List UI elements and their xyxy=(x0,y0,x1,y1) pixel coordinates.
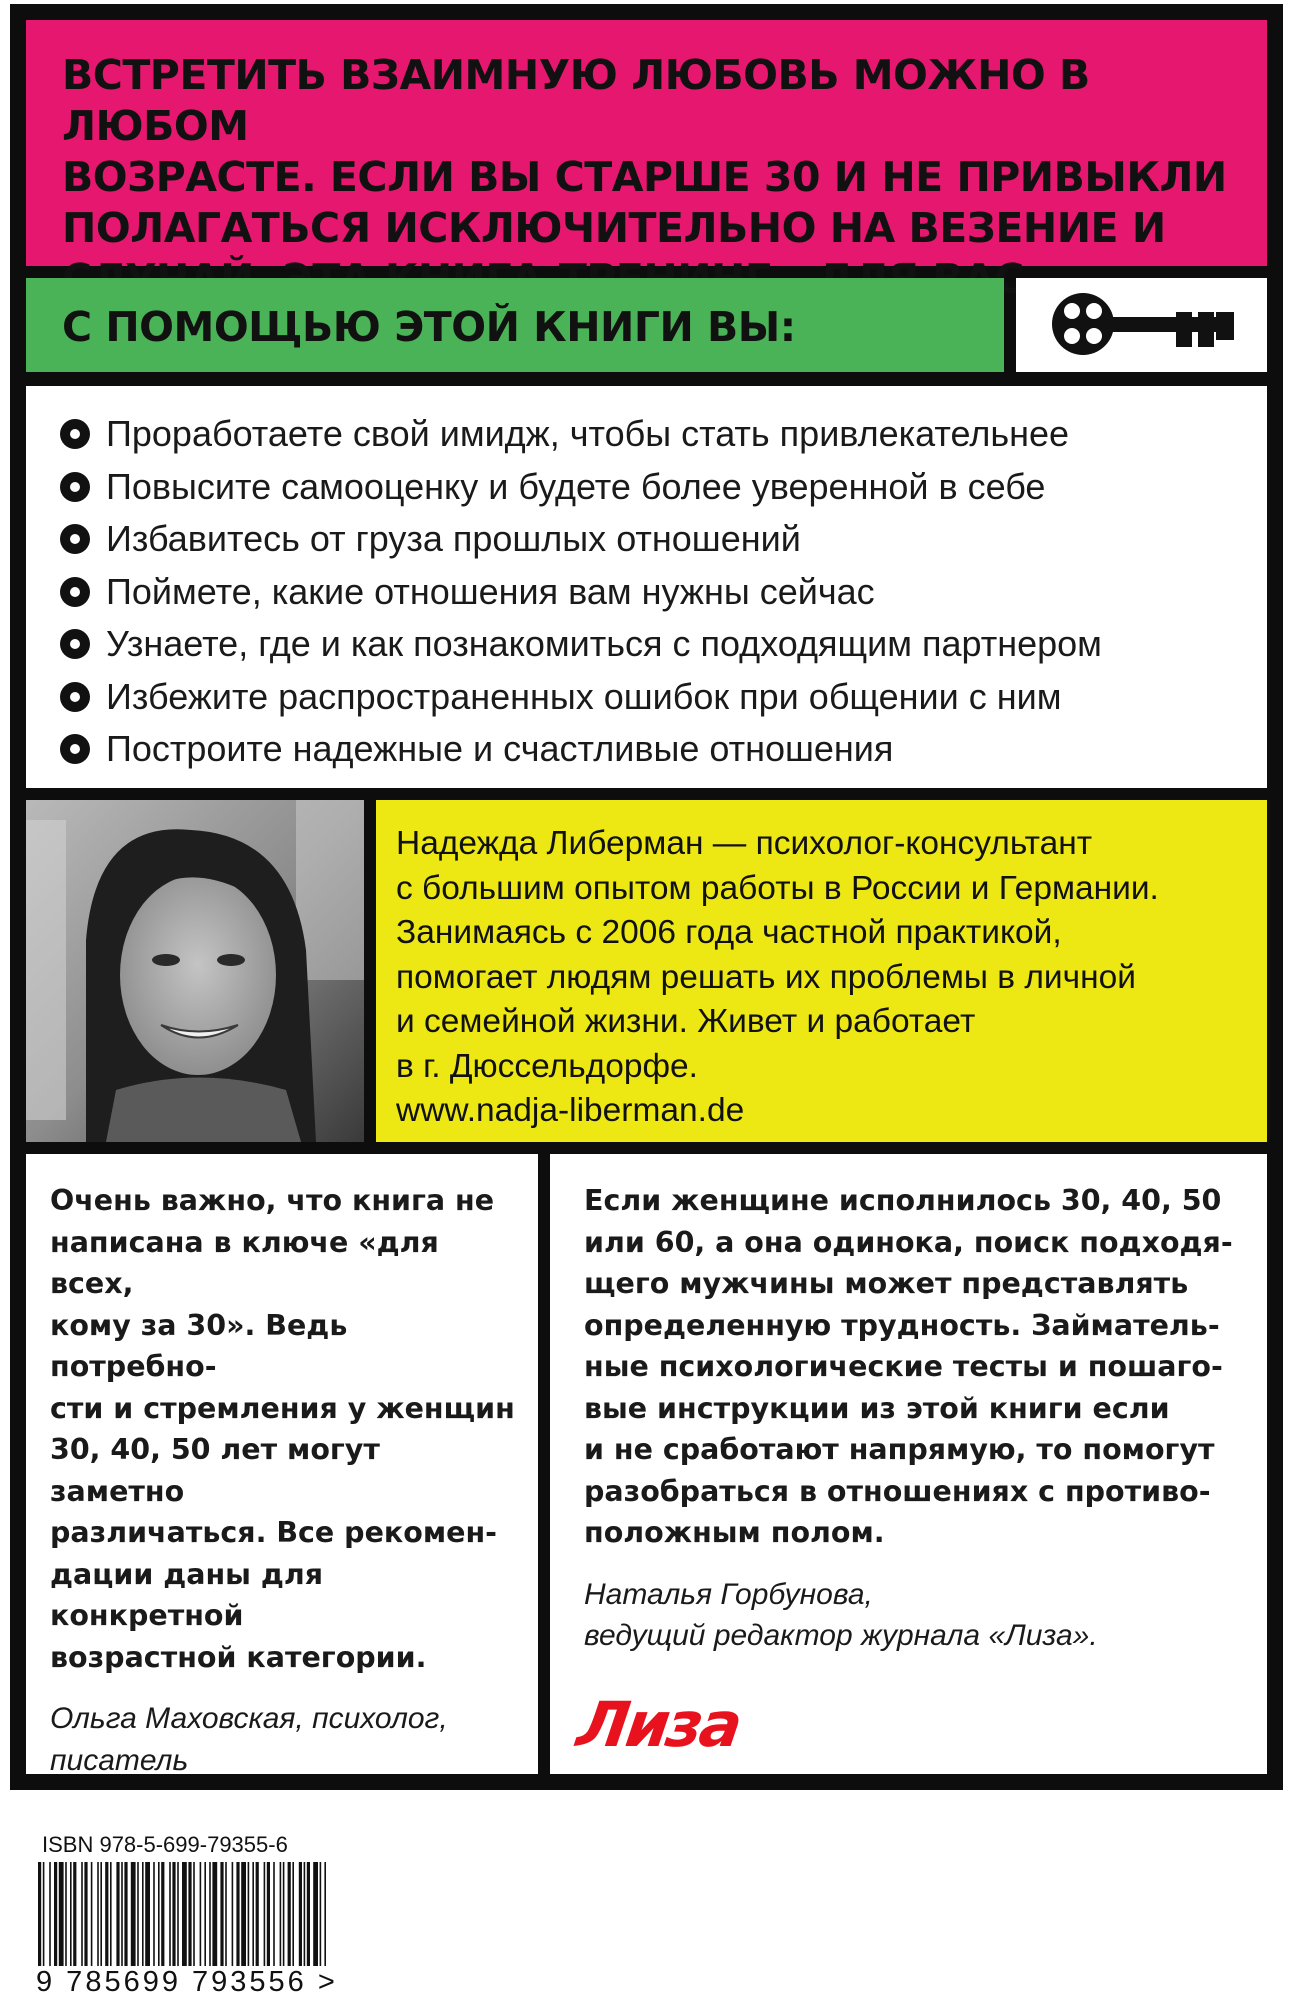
bullet-dot-icon xyxy=(60,577,90,607)
benefits-list-panel xyxy=(26,386,1267,788)
key-icon xyxy=(1016,278,1267,372)
review-author-line: Наталья Горбунова, xyxy=(584,1577,873,1611)
review-line: дации даны для конкретной xyxy=(50,1557,324,1632)
key-panel xyxy=(1016,278,1267,372)
barcode-digits: 9 785699 793556 > xyxy=(36,1966,338,1998)
list-item-text: Избежите распространенных ошибок при общении с ним xyxy=(106,675,1062,717)
review-line: Если женщине исполнилось 30, 40, 50 xyxy=(584,1184,1222,1217)
review-line: и не сработают напрямую, то помогут xyxy=(584,1433,1215,1466)
review-line: возрастной категории. xyxy=(50,1640,427,1674)
headline-banner xyxy=(26,20,1267,266)
list-item-text: Узнаете, где и как познакомиться с подходящим партнером xyxy=(106,623,1102,665)
review-line: вые инструкции из этой книги если xyxy=(584,1391,1170,1425)
list-item-text: Повысите самооценку и будете более уверенной в себе xyxy=(106,465,1046,507)
review-line: определенную трудность. Займатель- xyxy=(584,1308,1220,1342)
list-item-text: Построите надежные и счастливые отношения xyxy=(106,728,894,770)
review-line: кому за 30». Ведь потребно- xyxy=(50,1308,348,1383)
benefits-heading: С ПОМОЩЬЮ ЭТОЙ КНИГИ ВЫ: xyxy=(62,303,796,351)
bullet-dot-icon xyxy=(60,734,90,764)
review-line: 30, 40, 50 лет могут заметно xyxy=(50,1433,380,1508)
review-author xyxy=(584,1574,1247,1657)
review-line: положным полом. xyxy=(584,1516,885,1549)
list-item xyxy=(60,618,1267,671)
list-item xyxy=(60,513,1267,566)
review-line: или 60, а она одинока, поиск подходя- xyxy=(584,1225,1233,1259)
author-website-link[interactable]: www.nadja-liberman.de xyxy=(396,1092,745,1129)
author-bio-panel xyxy=(376,800,1267,1142)
liza-magazine-logo: Лиза xyxy=(572,1688,744,1761)
list-item xyxy=(60,671,1267,724)
list-item xyxy=(60,461,1267,514)
isbn-label: ISBN 978-5-699-79355-6 xyxy=(42,1832,288,1857)
benefits-list xyxy=(60,408,1267,776)
bio-line: с большим опытом работы в России и Германии. xyxy=(396,869,1159,907)
review-right-panel xyxy=(550,1154,1267,1774)
headline-line: ВСТРЕТИТЬ ВЗАИМНУЮ ЛЮБОВЬ МОЖНО В ЛЮБОМ xyxy=(62,51,1090,150)
headline-line: ПОЛАГАТЬСЯ ИСКЛЮЧИТЕЛЬНО НА ВЕЗЕНИЕ И xyxy=(62,204,1166,252)
barcode-icon xyxy=(36,1862,336,1980)
bio-line: помогает людям решать их проблемы в личной xyxy=(396,958,1136,996)
benefits-heading-bar xyxy=(26,278,1004,372)
author-portrait-image xyxy=(26,800,364,1142)
author-photo xyxy=(26,800,364,1142)
bullet-dot-icon xyxy=(60,419,90,449)
review-line: различаться. Все рекомен- xyxy=(50,1516,497,1549)
bullet-dot-icon xyxy=(60,629,90,659)
review-line: сти и стремления у женщин xyxy=(50,1391,515,1425)
review-author-line: писатель xyxy=(50,1743,189,1777)
list-item-text: Поймете, какие отношения вам нужны сейчас xyxy=(106,570,875,612)
cover-frame xyxy=(10,4,1283,1790)
review-line: ные психологические тесты и пошаго- xyxy=(584,1350,1223,1383)
bio-line: в г. Дюссельдорфе. xyxy=(396,1047,698,1085)
list-item-text: Проработаете свой имидж, чтобы стать привлекательнее xyxy=(106,413,1069,455)
review-line: написана в ключе «для всех, xyxy=(50,1225,439,1300)
review-author-line: ведущий редактор журнала «Лиза». xyxy=(584,1619,1098,1652)
review-line: Очень важно, что книга не xyxy=(50,1184,495,1217)
bullet-dot-icon xyxy=(60,472,90,502)
review-author-line: Ольга Маховская, психолог, xyxy=(50,1702,448,1735)
list-item-text: Избавитесь от груза прошлых отношений xyxy=(106,518,801,560)
bullet-dot-icon xyxy=(60,682,90,712)
list-item xyxy=(60,723,1267,776)
bio-line: и семейной жизни. Живет и работает xyxy=(396,1003,976,1040)
list-item xyxy=(60,408,1267,461)
list-item xyxy=(60,566,1267,619)
review-line: разобраться в отношениях с противо- xyxy=(584,1474,1211,1508)
review-line: щего мужчины может представлять xyxy=(584,1267,1189,1300)
bio-line: Надежда Либерман — психолог-консультант xyxy=(396,825,1093,862)
bio-line: Занимаясь с 2006 года частной практикой, xyxy=(396,914,1062,951)
headline-line: ВОЗРАСТЕ. ЕСЛИ ВЫ СТАРШЕ 30 И НЕ ПРИВЫКЛИ xyxy=(62,153,1227,201)
bullet-dot-icon xyxy=(60,524,90,554)
review-author xyxy=(50,1698,518,1781)
review-left-panel xyxy=(26,1154,538,1777)
